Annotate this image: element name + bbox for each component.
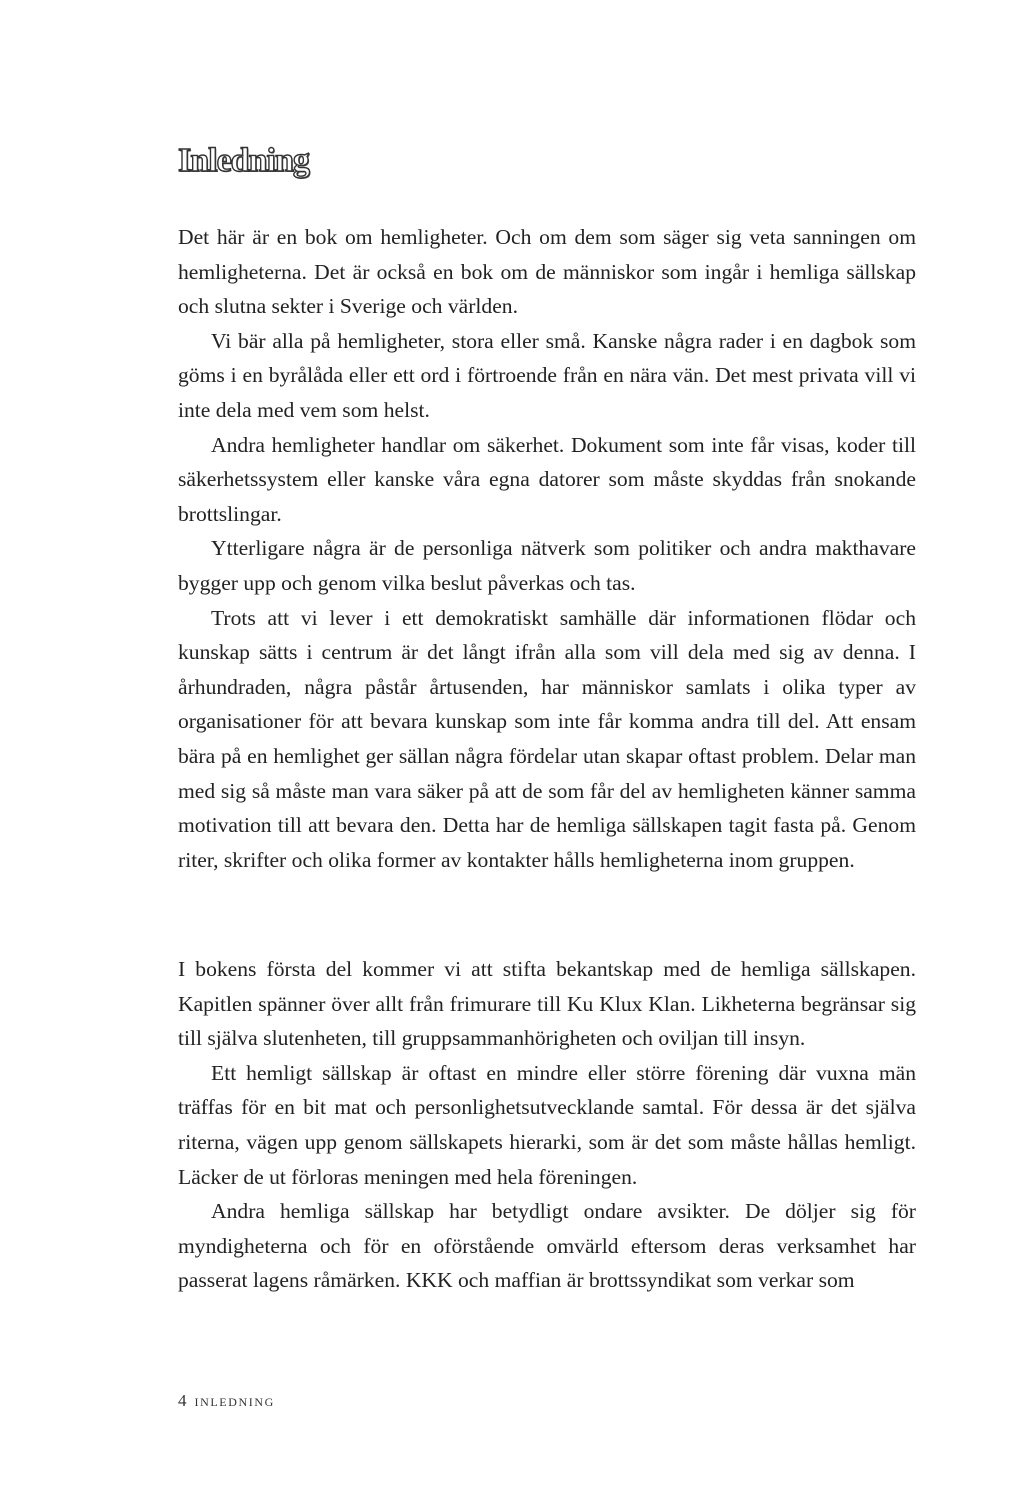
paragraph: Vi bär alla på hemligheter, stora eller små. Kanske några rader i en dagbok som göms i en byrålåda eller ett ord i förtroende från en nära vän. Det mest privata vill vi inte dela med vem som helst. bbox=[178, 328, 916, 422]
paragraph: Trots att vi lever i ett demokratiskt samhälle där informationen flödar och kunskap sätts i centrum är det långt ifrån alla som vill dela med sig av denna. I århundraden, några påstår årtusenden, har människor samlats i olika typer av organisationer för att bevara kunskap som inte får komma andra till del. Att ensam bära på en hemlighet ger sällan några fördelar utan skapar oftast problem. Delar man med sig så måste man vara säker på att de som får del av hemligheten känner samma motivation till att bevara den. Detta har de hemliga sällskapen tagit fasta på. Genom riter, skrifter och olika former av kontakter hålls hemligheterna inom gruppen. bbox=[178, 605, 916, 872]
running-head: inledning bbox=[194, 1391, 275, 1410]
paragraph: Ett hemligt sällskap är oftast en mindre eller större förening där vuxna män träffas för en bit mat och personlighetsutvecklande samtal. För dessa är det själva riterna, vägen upp genom sällskapets hierarki, som är det som måste hållas hemligt. Läcker de ut förloras meningen med hela föreningen. bbox=[178, 1060, 916, 1189]
paragraph: I bokens första del kommer vi att stifta bekantskap med de hemliga sällskapen. Kapitlen spänner över allt från frimurare till Ku Klux Klan. Likheterna begränsar sig till själva slutenheten, till gruppsammanhörigheten och oviljan till insyn. bbox=[178, 957, 916, 1051]
paragraph: Andra hemligheter handlar om säkerhet. Dokument som inte får visas, koder till säkerhetssystem eller kanske våra egna datorer som måste skyddas från snokande brottslingar. bbox=[178, 432, 916, 526]
body-text-section-1 bbox=[178, 220, 916, 877]
paragraph: Andra hemliga sällskap har betydligt ondare avsikter. De döljer sig för myndigheterna och för en oförstående omvärld eftersom deras verksamhet har passerat lagens råmärken. KKK och maffian är brottssyndikat som verkar som bbox=[178, 1199, 916, 1293]
page-number: 4 bbox=[178, 1391, 187, 1410]
page-footer bbox=[178, 1391, 275, 1411]
paragraph: Det här är en bok om hemligheter. Och om dem som säger sig veta sanningen om hemligheterna. Det är också en bok om de människor som ingår i hemliga sällskap och slutna sekter i Sverige och världen. bbox=[178, 225, 916, 319]
paragraph: Ytterligare några är de personliga nätverk som politiker och andra makthavare bygger upp och genom vilka beslut påverkas och tas. bbox=[178, 536, 916, 595]
body-text-section-2 bbox=[178, 952, 916, 1298]
chapter-title: Inledning bbox=[178, 142, 309, 179]
